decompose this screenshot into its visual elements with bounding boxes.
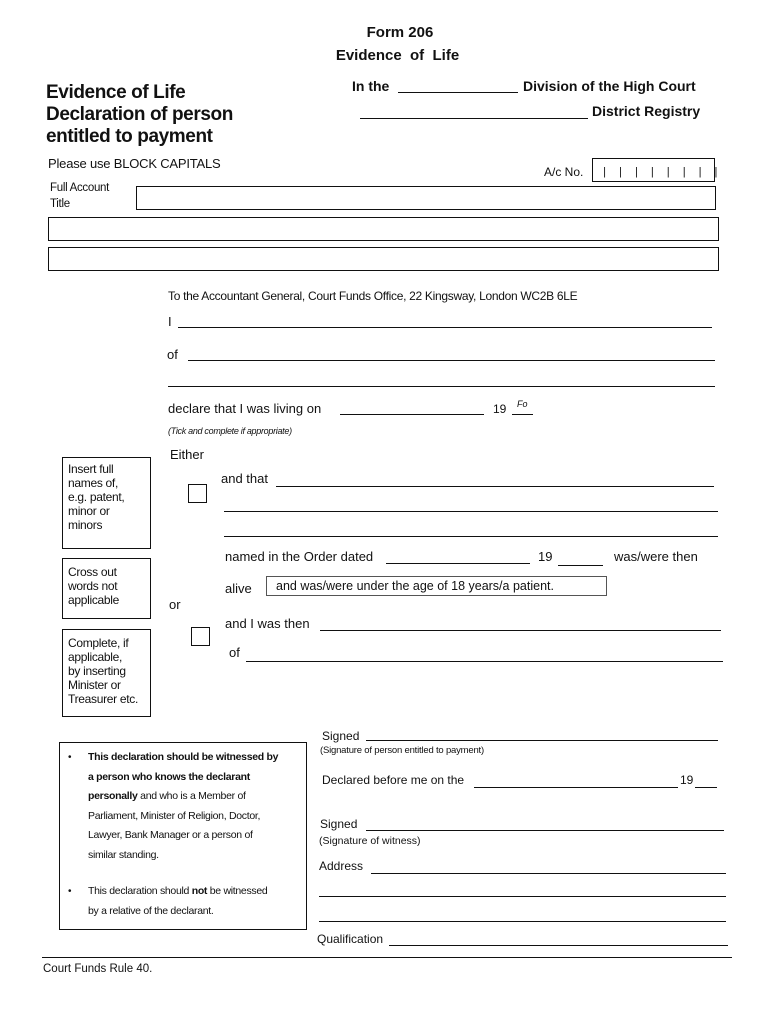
was-were-then-label: was/were then bbox=[614, 549, 698, 564]
doc-title-line1: Evidence of Life bbox=[46, 82, 186, 103]
document-title bbox=[46, 82, 233, 148]
note1-line3: e.g. patent, bbox=[68, 490, 125, 504]
named-in-order-label: named in the Order dated bbox=[225, 549, 374, 564]
full-account-label bbox=[50, 180, 109, 212]
address-label: Address bbox=[319, 859, 364, 873]
and-i-was-then-field[interactable] bbox=[320, 630, 721, 631]
account-number-ticks: | | | | | | | | bbox=[603, 166, 723, 178]
declarant-address-field-1[interactable] bbox=[188, 360, 715, 361]
under-age-statement-box bbox=[266, 576, 607, 596]
note3-line1: Complete, if bbox=[68, 636, 129, 650]
of-label-2: of bbox=[229, 645, 240, 660]
form-number: Form 206 bbox=[366, 24, 434, 41]
and-that-label: and that bbox=[221, 471, 268, 486]
division-field[interactable] bbox=[398, 92, 518, 93]
note3-line3: by inserting bbox=[68, 664, 126, 678]
w1-rest1: and who is a Member of bbox=[137, 790, 246, 802]
full-account-title-field-1[interactable] bbox=[136, 186, 716, 210]
or-label: or bbox=[169, 597, 181, 612]
note1-line5: minors bbox=[68, 518, 103, 532]
w1-bold2: a person who knows the declarant bbox=[88, 770, 250, 783]
w2-line2: by a relative of the declarant. bbox=[88, 904, 214, 917]
note2-line3: applicable bbox=[68, 593, 120, 607]
or-checkbox[interactable] bbox=[191, 627, 210, 646]
living-year-field[interactable] bbox=[512, 414, 533, 415]
witness-instruction-1 bbox=[60, 748, 306, 865]
declared-date-field[interactable] bbox=[474, 787, 678, 788]
doc-title-line2: Declaration of person bbox=[46, 104, 233, 125]
in-the-label: In the bbox=[352, 78, 390, 94]
either-label: Either bbox=[170, 447, 204, 462]
full-account-title-field-3[interactable] bbox=[48, 247, 719, 271]
w1-rest2: Parliament, Minister of Religion, Doctor, bbox=[88, 809, 261, 822]
under-age-statement: and was/were under the age of 18 years/a patient. bbox=[276, 579, 554, 593]
side-note-insert-names bbox=[62, 457, 151, 549]
footer-rule bbox=[42, 957, 732, 958]
signature-payee-caption: (Signature of person entitled to payment) bbox=[320, 745, 484, 756]
alive-label: alive bbox=[225, 581, 252, 596]
w1-rest3: Lawyer, Bank Manager or a person of bbox=[88, 829, 253, 841]
w2-post: be witnessed bbox=[207, 885, 268, 897]
living-year-suffix: Fo bbox=[517, 399, 528, 409]
either-checkbox[interactable] bbox=[188, 484, 207, 503]
witness-qualification-field[interactable] bbox=[389, 945, 728, 946]
account-number-field[interactable] bbox=[592, 158, 723, 182]
note3-line4: Minister or bbox=[68, 678, 121, 692]
w2-bold: not bbox=[191, 885, 208, 897]
note3-line2: applicable, bbox=[68, 650, 123, 664]
signature-witness-caption: (Signature of witness) bbox=[319, 835, 421, 847]
order-date-field[interactable] bbox=[386, 563, 530, 564]
form-title: Evidence of Life bbox=[335, 47, 460, 64]
tick-instruction: (Tick and complete if appropriate) bbox=[168, 426, 292, 436]
side-note-complete bbox=[62, 629, 151, 717]
and-i-was-then-of-field[interactable] bbox=[246, 661, 723, 662]
w1-bold3: personally bbox=[88, 790, 138, 802]
note2-line1: Cross out bbox=[68, 565, 117, 579]
declared-before-label: Declared before me on the bbox=[322, 773, 465, 787]
declarant-name-field[interactable] bbox=[178, 327, 712, 328]
ac-no-label: A/c No. bbox=[544, 165, 584, 179]
w2-pre: This declaration should bbox=[88, 885, 192, 897]
note3-line5: Treasurer etc. bbox=[68, 692, 139, 706]
note1-line4: minor or bbox=[68, 504, 110, 518]
w1-rest4: similar standing. bbox=[88, 848, 159, 861]
note1-line1: Insert full bbox=[68, 462, 114, 476]
living-date-field[interactable] bbox=[340, 414, 484, 415]
witness-instruction-2 bbox=[60, 882, 306, 921]
declarant-address-field-2[interactable] bbox=[168, 386, 715, 387]
witness-address-field-2[interactable] bbox=[319, 896, 726, 897]
signed-label-1: Signed bbox=[322, 729, 360, 743]
w1-bold1: This declaration should be witnessed by bbox=[88, 751, 279, 763]
doc-title-line3: entitled to payment bbox=[46, 126, 213, 147]
block-capitals-note: Please use BLOCK CAPITALS bbox=[48, 156, 221, 171]
signature-payee-field[interactable] bbox=[366, 740, 718, 741]
side-note-cross-out bbox=[62, 558, 151, 619]
order-year-field[interactable] bbox=[558, 565, 603, 566]
division-label: Division of the High Court bbox=[523, 78, 696, 94]
district-registry-label: District Registry bbox=[592, 103, 701, 119]
court-funds-rule: Court Funds Rule 40. bbox=[43, 963, 153, 975]
witness-instructions-box bbox=[59, 742, 307, 930]
qualification-label: Qualification bbox=[317, 932, 384, 946]
and-that-field-2[interactable] bbox=[224, 511, 718, 512]
note2-line2: words not bbox=[68, 579, 118, 593]
witness-instructions-list bbox=[60, 748, 306, 921]
full-account-label-line2: Title bbox=[50, 198, 70, 210]
declared-year-prefix: 19 bbox=[680, 773, 694, 787]
signed-label-2: Signed bbox=[320, 817, 358, 831]
full-account-label-line1: Full Account bbox=[50, 182, 110, 194]
i-label: I bbox=[168, 314, 172, 329]
and-i-was-then-label: and I was then bbox=[225, 616, 310, 631]
order-year-prefix: 19 bbox=[538, 549, 553, 564]
district-registry-field[interactable] bbox=[360, 118, 588, 119]
full-account-title-field-2[interactable] bbox=[48, 217, 719, 241]
and-that-field-3[interactable] bbox=[224, 536, 718, 537]
and-that-field-1[interactable] bbox=[276, 486, 714, 487]
witness-address-field-1[interactable] bbox=[371, 873, 726, 874]
declared-year-field[interactable] bbox=[695, 787, 717, 788]
living-year-prefix: 19 bbox=[493, 402, 507, 416]
witness-address-field-3[interactable] bbox=[319, 921, 726, 922]
accountant-general-address: To the Accountant General, Court Funds Office, 22 Kingsway, London WC2B 6LE bbox=[168, 289, 578, 303]
note1-line2: names of, bbox=[68, 476, 118, 490]
declare-living-text: declare that I was living on bbox=[168, 401, 322, 416]
signature-witness-field[interactable] bbox=[366, 830, 724, 831]
of-label: of bbox=[167, 347, 178, 362]
